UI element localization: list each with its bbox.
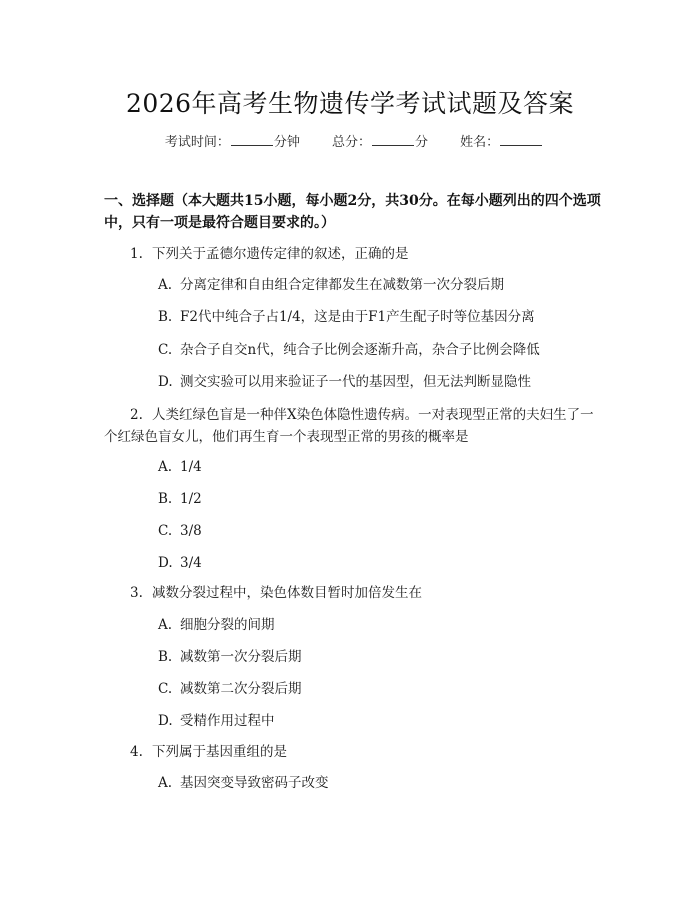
question-3 — [104, 582, 604, 604]
option-text: 减数第一次分裂后期 — [180, 649, 302, 665]
total-score-unit: 分 — [415, 135, 429, 150]
name-blank — [500, 133, 542, 146]
question-number: 4. — [130, 744, 143, 760]
q1-option-a — [158, 275, 598, 295]
option-letter: B. — [158, 491, 173, 507]
question-text: 下列属于基因重组的是 — [152, 744, 287, 760]
name-label: 姓名： — [460, 135, 500, 150]
question-number: 3. — [130, 585, 143, 601]
question-4 — [104, 741, 604, 763]
exam-time-label: 考试时间： — [164, 135, 230, 150]
option-letter: A. — [158, 775, 173, 791]
q3-option-a — [158, 615, 598, 635]
total-score-field — [332, 131, 428, 150]
q1-option-c — [158, 340, 598, 360]
q4-option-a — [158, 773, 598, 793]
q2-option-b — [158, 489, 598, 509]
option-letter: A. — [158, 459, 173, 475]
q2-option-d — [158, 553, 598, 573]
option-letter: C. — [158, 523, 173, 539]
question-2 — [104, 404, 604, 448]
q2-option-a — [158, 457, 598, 477]
option-text: 测交实验可以用来验证子一代的基因型，但无法判断显隐性 — [180, 374, 531, 390]
total-score-label: 总分： — [331, 135, 371, 150]
option-letter: D. — [158, 555, 173, 571]
q3-option-b — [158, 647, 598, 667]
option-letter: C. — [158, 342, 173, 358]
q1-option-b — [158, 307, 598, 327]
option-text: F2代中纯合子占1/4，这是由于F1产生配子时等位基因分离 — [180, 309, 535, 325]
question-text: 下列关于孟德尔遗传定律的叙述，正确的是 — [152, 246, 409, 262]
option-text: 杂合子自交n代，纯合子比例会逐渐升高，杂合子比例会降低 — [180, 342, 540, 358]
q3-option-d — [158, 711, 598, 731]
q1-option-d — [158, 372, 598, 392]
section-heading: 一、选择题（本大题共15小题，每小题2分，共30分。在每小题列出的四个选项中，只有一项是最符合题目要求的。） — [104, 193, 601, 231]
name-field — [460, 131, 543, 150]
q3-option-c — [158, 679, 598, 699]
option-letter: B. — [158, 309, 173, 325]
exam-info-line — [0, 131, 700, 150]
option-text: 受精作用过程中 — [180, 713, 275, 729]
option-text: 细胞分裂的间期 — [180, 617, 275, 633]
option-letter: A. — [158, 617, 173, 633]
option-text: 分离定律和自由组合定律都发生在减数第一次分裂后期 — [180, 277, 504, 293]
question-number: 2. — [130, 407, 143, 423]
option-letter: B. — [158, 649, 173, 665]
option-text: 1/4 — [180, 459, 202, 475]
option-text: 3/4 — [180, 555, 202, 571]
option-letter: A. — [158, 277, 173, 293]
q2-option-c — [158, 521, 598, 541]
option-text: 1/2 — [180, 491, 202, 507]
question-1 — [104, 243, 604, 265]
exam-time-blank — [231, 133, 273, 146]
option-letter: D. — [158, 374, 173, 390]
question-text: 减数分裂过程中，染色体数目暂时加倍发生在 — [152, 585, 422, 601]
option-text: 基因突变导致密码子改变 — [180, 775, 329, 791]
question-number: 1. — [130, 246, 143, 262]
exam-time-field — [165, 131, 300, 150]
option-text: 减数第二次分裂后期 — [180, 681, 302, 697]
option-letter: D. — [158, 713, 173, 729]
total-score-blank — [372, 133, 414, 146]
page-title: 2026年高考生物遗传学考试试题及答案 — [125, 89, 575, 118]
exam-time-unit: 分钟 — [273, 135, 300, 150]
question-text: 人类红绿色盲是一种伴X染色体隐性遗传病。一对表现型正常的夫妇生了一个红绿色盲女儿，他们再生育一个表现型正常的男孩的概率是 — [104, 407, 594, 445]
option-letter: C. — [158, 681, 173, 697]
option-text: 3/8 — [180, 523, 202, 539]
